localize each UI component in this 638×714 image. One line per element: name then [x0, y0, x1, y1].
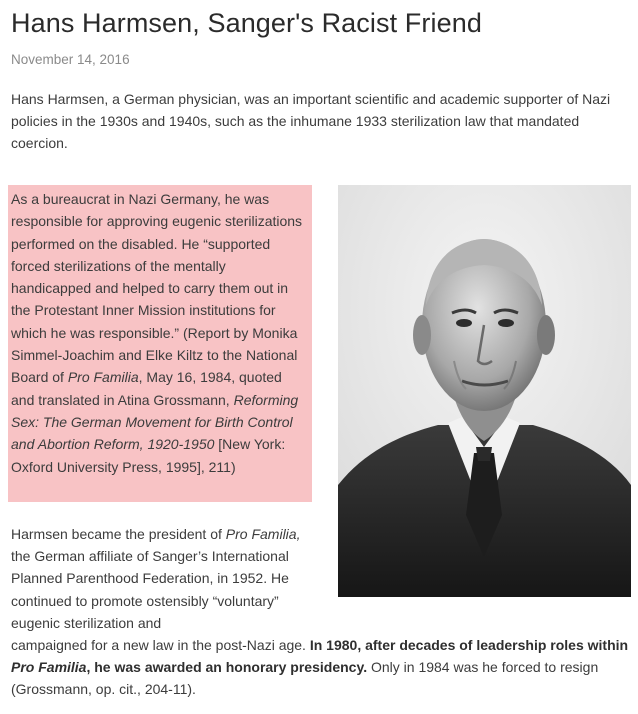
body-paragraph-2 [11, 634, 631, 701]
body-paragraph-1 [11, 523, 311, 634]
body-text-4: Only in 1984 was he forced to resign (Grossmann, op. cit., 204-11). [11, 659, 599, 698]
portrait-photo-icon [338, 185, 631, 597]
body-text-1: Harmsen became the president of [11, 526, 226, 542]
body-text-3: campaigned for a new law in the post-Nazi age. [11, 637, 310, 653]
quote-text-1: As a bureaucrat in Nazi Germany, he was responsible for approving eugenic sterilizations performed on the disabled. He “supported forced sterilizations of the mentally handicapped and helped to carry them out in the Protestant Inner Mission institutions for which he was responsible.” (Report by Monika Simmel-Joachim and Elke Kiltz to the National Board of [11, 191, 303, 386]
quote-text-3: [New York: Oxford University Press, 1995], 211) [11, 436, 286, 475]
quote-italic-book-title: Reforming Sex: The German Movement for Birth Control and Abortion Reform, 1920-1950 [11, 391, 299, 453]
body-text-2: the German affiliate of Sanger’s International Planned Parenthood Federation, in 1952. He continued to promote ostensibly “voluntary” eugenic sterilization and [11, 548, 289, 631]
article-date: November 14, 2016 [11, 52, 130, 67]
quote-italic-pro-familia: Pro Familia [67, 369, 139, 386]
quote-text-2: , May 16, 1984, quoted and translated in Atina Grossmann, [11, 369, 282, 408]
body-italic-pro-familia: Pro Familia, [225, 526, 301, 542]
article-title: Hans Harmsen, Sanger's Racist Friend [11, 8, 482, 38]
bold-italic-pro-familia: Pro Familia [11, 659, 87, 676]
intro-paragraph: Hans Harmsen, a German physician, was an important scientific and academic supporter of Nazi policies in the 1930s and 1940s, such as the inhumane 1933 sterilization law that mandated coercion. [11, 91, 611, 152]
bold-text-2: , he was awarded an honorary presidency. [86, 659, 368, 676]
bold-text-1: In 1980, after decades of leadership roles within [309, 637, 629, 653]
highlighted-quote [8, 185, 312, 502]
